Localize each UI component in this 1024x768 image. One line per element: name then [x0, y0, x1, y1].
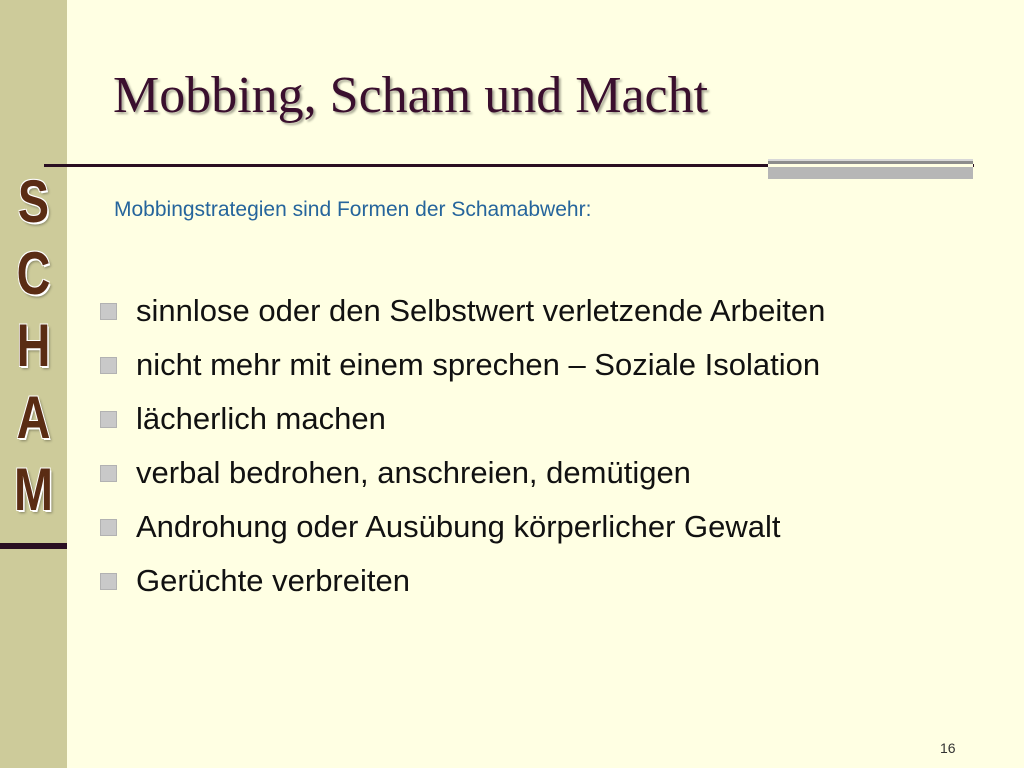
- bullet-text: Androhung oder Ausübung körperlicher Gewalt: [136, 509, 781, 544]
- bullet-item: [100, 554, 825, 608]
- side-word-scham: [0, 166, 67, 526]
- square-bullet-icon: [100, 573, 117, 590]
- bullet-text: nicht mehr mit einem sprechen – Soziale Isolation: [136, 347, 821, 382]
- square-bullet-icon: [100, 357, 117, 374]
- bullet-text: verbal bedrohen, anschreien, demütigen: [136, 455, 691, 490]
- square-bullet-icon: [100, 519, 117, 536]
- accent-bar: [768, 159, 973, 179]
- side-letter-m: M: [14, 456, 53, 523]
- bullet-item: [100, 392, 825, 446]
- side-letter-h: H: [16, 312, 51, 379]
- bullet-item: [100, 284, 825, 338]
- side-letter-s: S: [17, 168, 50, 235]
- bullet-item: [100, 338, 825, 392]
- bullet-text: Gerüchte verbreiten: [136, 563, 410, 598]
- square-bullet-icon: [100, 411, 117, 428]
- side-letter-c: C: [16, 240, 51, 307]
- bullet-text: lächerlich machen: [136, 401, 386, 436]
- bullet-text: sinnlose oder den Selbstwert verletzende Arbeiten: [136, 293, 826, 328]
- bullet-list: [100, 284, 825, 608]
- bullet-item: [100, 500, 825, 554]
- slide-subtitle: Mobbingstrategien sind Formen der Schamabwehr:: [114, 198, 592, 221]
- side-letter-a: A: [16, 384, 51, 451]
- square-bullet-icon: [100, 303, 117, 320]
- slide-title: Mobbing, Scham und Macht: [113, 67, 709, 124]
- bullet-item: [100, 446, 825, 500]
- side-divider: [0, 543, 67, 549]
- page-number: 16: [940, 740, 956, 756]
- square-bullet-icon: [100, 465, 117, 482]
